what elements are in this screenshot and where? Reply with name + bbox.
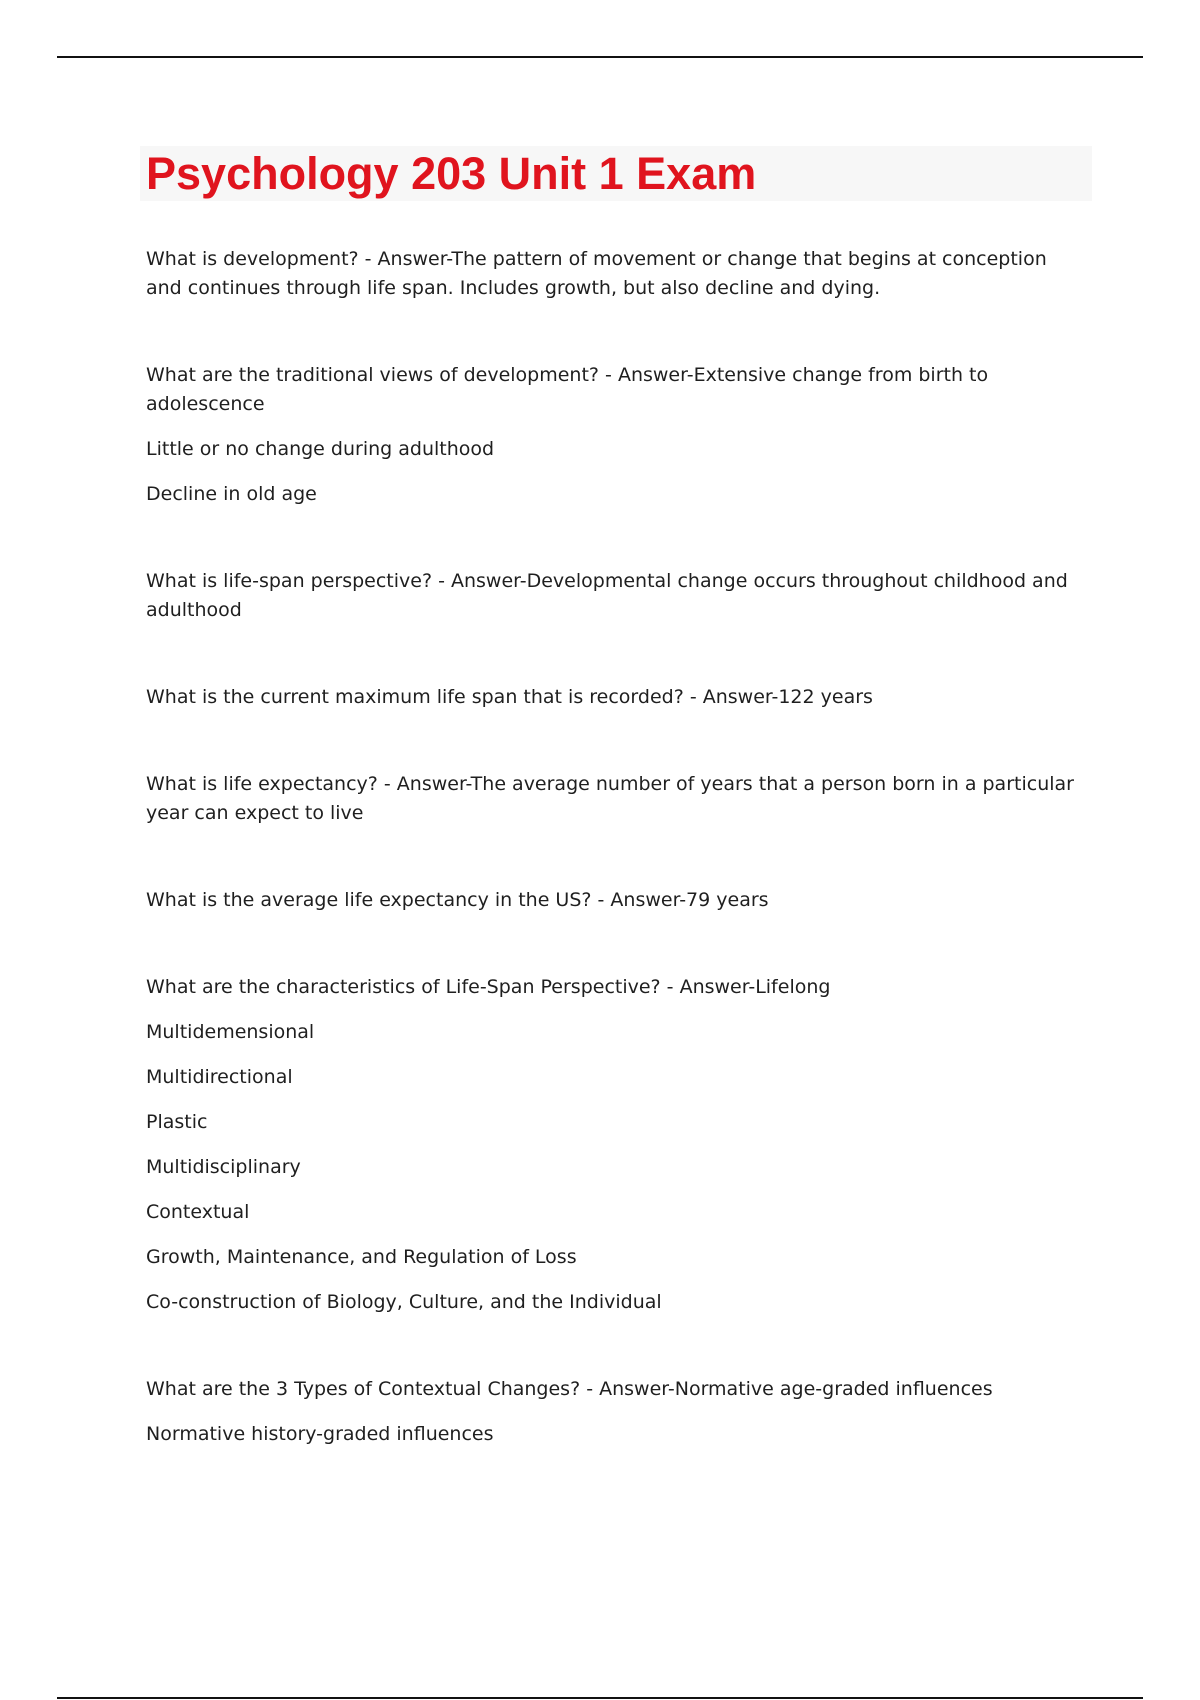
qa-list [146, 245, 1076, 1507]
bottom-rule [57, 1697, 1143, 1699]
qa-answer-line: Multidisciplinary [146, 1156, 301, 1178]
qa-item [146, 886, 1076, 915]
qa-question: What are the 3 Types of Contextual Changes? - Answer-Normative age-graded influences [146, 1378, 993, 1400]
qa-item [146, 361, 1076, 509]
qa-item [146, 973, 1076, 1317]
qa-item [146, 245, 1076, 303]
qa-answer-line: Normative history-graded influences [146, 1423, 494, 1445]
qa-item [146, 1375, 1076, 1449]
document-title: Psychology 203 Unit 1 Exam [146, 148, 757, 199]
qa-answer-line: Plastic [146, 1111, 208, 1133]
top-rule [57, 56, 1143, 58]
qa-item [146, 683, 1076, 712]
qa-answer-line: Decline in old age [146, 483, 317, 505]
qa-question: What is development? - Answer-The pattern of movement or change that begins at conception and continues through life span. Includes growth, but also decline and dying. [146, 248, 1047, 299]
qa-answer-line: Multidemensional [146, 1021, 315, 1043]
qa-item [146, 567, 1076, 625]
qa-answer-line: Multidirectional [146, 1066, 293, 1088]
qa-question: What is the average life expectancy in the US? - Answer-79 years [146, 889, 769, 911]
qa-question: What is the current maximum life span that is recorded? - Answer-122 years [146, 686, 873, 708]
qa-answer-line: Contextual [146, 1201, 250, 1223]
qa-question: What are the traditional views of development? - Answer-Extensive change from birth to adolescence [146, 364, 989, 415]
qa-question: What are the characteristics of Life-Span Perspective? - Answer-Lifelong [146, 976, 831, 998]
qa-question: What is life-span perspective? - Answer-Developmental change occurs throughout childhood and adulthood [146, 570, 1068, 621]
qa-answer-line: Co-construction of Biology, Culture, and the Individual [146, 1291, 662, 1313]
qa-question: What is life expectancy? - Answer-The average number of years that a person born in a particular year can expect to live [146, 773, 1074, 824]
qa-answer-line: Little or no change during adulthood [146, 438, 495, 460]
qa-answer-line: Growth, Maintenance, and Regulation of Loss [146, 1246, 577, 1268]
qa-item [146, 770, 1076, 828]
